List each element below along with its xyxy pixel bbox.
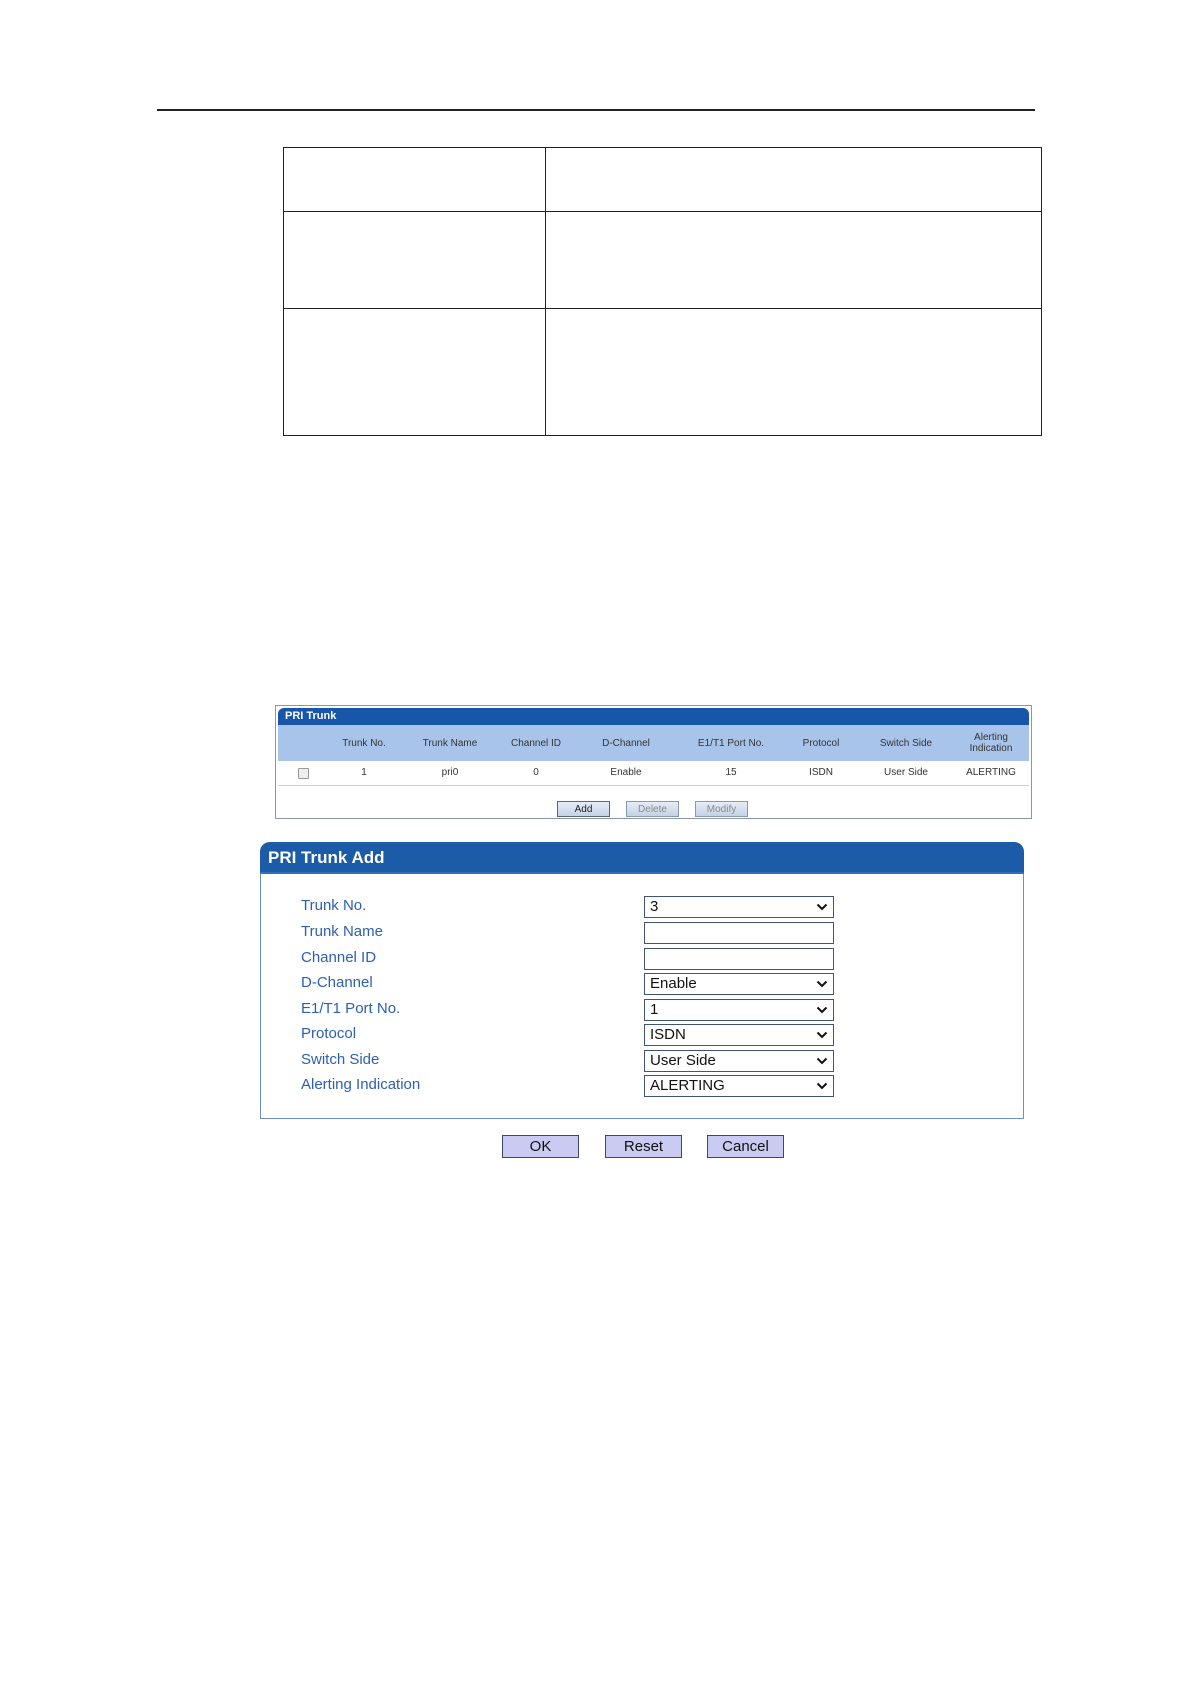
column-header-switch-side: Switch Side [879, 737, 933, 749]
protocol-value: ISDN [650, 1026, 686, 1043]
table-row[interactable] [278, 761, 1029, 786]
chevron-down-icon [816, 1004, 828, 1016]
table-cell [284, 212, 546, 309]
cell-trunk-no: 1 [361, 767, 367, 778]
pri-trunk-add-panel [260, 842, 1024, 1119]
ok-button[interactable]: OK [502, 1135, 579, 1158]
alerting-indication-label: Alerting Indication [301, 1076, 421, 1093]
chevron-down-icon [816, 1055, 828, 1067]
table-row [284, 212, 1042, 309]
column-header-port-no: E1/T1 Port No. [697, 737, 765, 749]
column-header-protocol: Protocol [802, 737, 840, 749]
cell-port-no: 15 [725, 767, 737, 778]
cell-channel-id: 0 [533, 767, 539, 778]
alerting-indication-value: ALERTING [650, 1077, 725, 1094]
cell-protocol: ISDN [809, 767, 833, 778]
trunk-no-select[interactable] [644, 896, 834, 918]
table-row [284, 309, 1042, 436]
cell-d-channel: Enable [610, 767, 642, 778]
trunk-no-value: 3 [650, 898, 659, 915]
port-no-select[interactable] [644, 999, 834, 1021]
alerting-indication-select[interactable] [644, 1075, 834, 1097]
d-channel-value: Enable [650, 975, 697, 992]
table-cell [284, 309, 546, 436]
column-header-channel-id: Channel ID [510, 737, 562, 749]
column-header-trunk-no: Trunk No. [342, 737, 386, 749]
row-select-checkbox[interactable] [298, 768, 309, 779]
cell-alerting: ALERTING [966, 767, 1016, 778]
table-cell [546, 309, 1042, 436]
cancel-button[interactable]: Cancel [707, 1135, 784, 1158]
pri-trunk-title: PRI Trunk [278, 708, 1029, 725]
table-cell [284, 148, 546, 212]
cell-switch-side: User Side [884, 767, 928, 778]
trunk-no-label: Trunk No. [301, 897, 367, 914]
chevron-down-icon [816, 901, 828, 913]
header-rule [157, 109, 1035, 111]
channel-id-label: Channel ID [301, 949, 377, 966]
modify-button[interactable]: Modify [695, 801, 748, 817]
table-cell [546, 148, 1042, 212]
switch-side-select[interactable] [644, 1050, 834, 1072]
d-channel-select[interactable] [644, 973, 834, 995]
column-header-trunk-name: Trunk Name [422, 737, 478, 749]
add-button[interactable]: Add [557, 801, 610, 817]
chevron-down-icon [816, 1029, 828, 1041]
chevron-down-icon [816, 1080, 828, 1092]
switch-side-label: Switch Side [301, 1051, 380, 1068]
column-header-alerting: Alerting Indication [969, 732, 1013, 754]
pri-trunk-header-row [278, 725, 1029, 761]
column-header-d-channel: D-Channel [602, 737, 650, 749]
cell-trunk-name: pri0 [441, 767, 459, 778]
channel-id-input[interactable] [644, 948, 834, 970]
port-no-label: E1/T1 Port No. [301, 1000, 401, 1017]
pri-trunk-add-title: PRI Trunk Add [260, 842, 1024, 874]
protocol-select[interactable] [644, 1024, 834, 1046]
table-cell [546, 212, 1042, 309]
trunk-name-input[interactable] [644, 922, 834, 944]
table-row [284, 148, 1042, 212]
delete-button[interactable]: Delete [626, 801, 679, 817]
switch-side-value: User Side [650, 1052, 716, 1069]
protocol-label: Protocol [301, 1025, 357, 1042]
pri-trunk-panel [275, 705, 1032, 819]
trunk-name-label: Trunk Name [301, 923, 383, 940]
port-no-value: 1 [650, 1001, 659, 1018]
chevron-down-icon [816, 978, 828, 990]
parameter-table [283, 147, 1042, 436]
reset-button[interactable]: Reset [605, 1135, 682, 1158]
d-channel-label: D-Channel [301, 974, 373, 991]
